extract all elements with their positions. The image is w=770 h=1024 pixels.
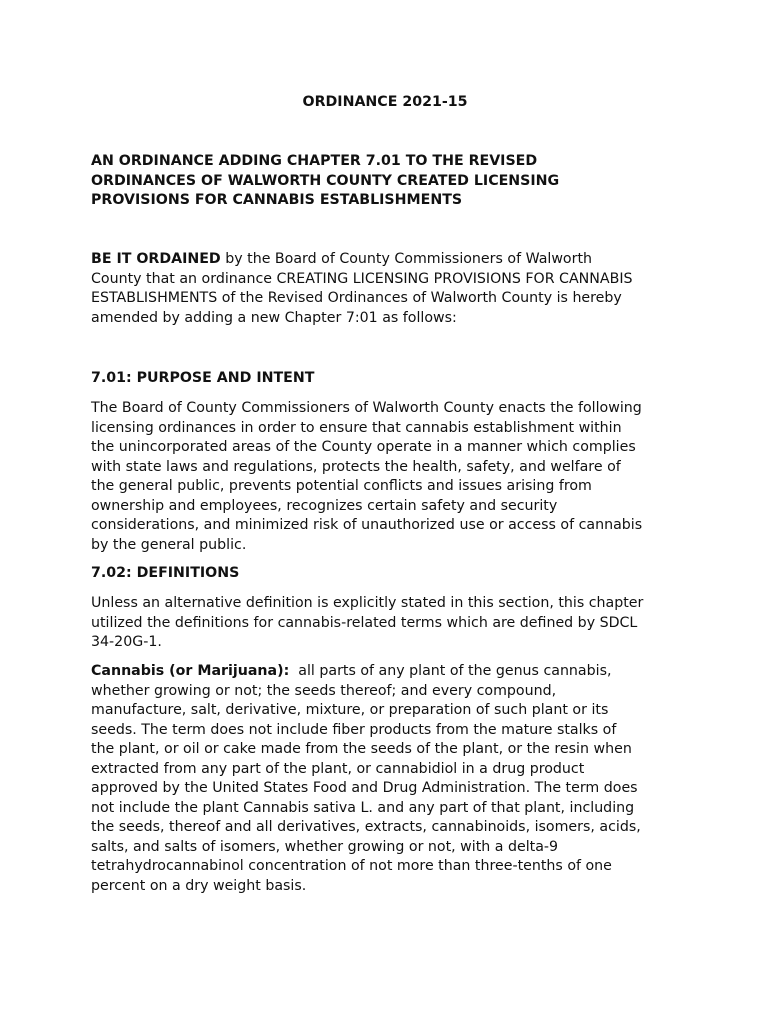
enactment-line: County that an ordinance CREATING LICENSING PROVISIONS FOR CANNABIS [91, 270, 633, 287]
section-701-line: the unincorporated areas of the County operate in a manner which complies [91, 439, 636, 455]
ordinance-title: ORDINANCE 2021-15 [302, 94, 468, 110]
enactment-line: ESTABLISHMENTS of the Revised Ordinances of Walworth County is hereby [91, 290, 622, 306]
subtitle-line: PROVISIONS FOR CANNABIS ESTABLISHMENTS [91, 192, 463, 208]
definition-line: approved by the United States Food and Drug Administration. The term does [91, 780, 638, 796]
definition-line: percent on a dry weight basis. [91, 877, 307, 894]
definition-line: seeds. The term does not include fiber products from the mature stalks of [91, 721, 617, 738]
enactment-line [91, 250, 691, 270]
section-702-line: 34-20G-1. [91, 634, 162, 650]
enactment-paragraph [91, 250, 691, 328]
definition-line: salts, and salts of isomers, whether growing or not, with a delta-9 [91, 838, 559, 855]
definition-line [91, 662, 691, 682]
section-701-heading: 7.01: PURPOSE AND INTENT [91, 370, 315, 386]
section-702-heading: 7.02: DEFINITIONS [91, 565, 240, 581]
definition-line: not include the plant Cannabis sativa L. and any part of that plant, including [91, 799, 635, 816]
definition-line: manufacture, salt, derivative, mixture, or preparation of such plant or its [91, 702, 609, 718]
subtitle-line: ORDINANCES OF WALWORTH COUNTY CREATED LICENSING [91, 172, 560, 189]
section-702-paragraph [91, 594, 691, 653]
section-701-line: ownership and employees, recognizes certain safety and security [91, 497, 558, 514]
ordinance-subtitle [91, 152, 651, 211]
definition-line: extracted from any part of the plant, or cannabidiol in a drug product [91, 760, 585, 777]
cannabis-definition [91, 662, 691, 896]
section-701-line: considerations, and minimized risk of unauthorized use or access of cannabis [91, 517, 643, 533]
definition-line: the seeds, thereof and all derivatives, extracts, cannabinoids, isomers, acids, [91, 819, 641, 835]
section-702-line: utilized the definitions for cannabis-related terms which are defined by SDCL [91, 614, 638, 631]
section-701-line: by the general public. [91, 536, 247, 553]
section-701-paragraph [91, 399, 691, 555]
section-701-line: the general public, prevents potential conflicts and issues arising from [91, 478, 592, 494]
section-701-line: The Board of County Commissioners of Walworth County enacts the following [91, 400, 642, 416]
definition-line: whether growing or not; the seeds thereof; and every compound, [91, 682, 557, 699]
definition-line: the plant, or oil or cake made from the seeds of the plant, or the resin when [91, 741, 632, 757]
definition-text: all parts of any plant of the genus cannabis, [289, 663, 612, 679]
definition-term: Cannabis (or Marijuana): [91, 663, 290, 679]
definition-line: tetrahydrocannabinol concentration of not more than three-tenths of one [91, 858, 612, 874]
section-701-line: with state laws and regulations, protects the health, safety, and welfare of [91, 458, 621, 475]
section-702-line: Unless an alternative definition is explicitly stated in this section, this chapter [91, 595, 644, 611]
enactment-text: by the Board of County Commissioners of Walworth [220, 251, 593, 267]
enactment-lead: BE IT ORDAINED [91, 251, 221, 267]
section-701-line: licensing ordinances in order to ensure that cannabis establishment within [91, 419, 622, 436]
enactment-line: amended by adding a new Chapter 7:01 as follows: [91, 309, 457, 326]
subtitle-line: AN ORDINANCE ADDING CHAPTER 7.01 TO THE REVISED [91, 153, 538, 169]
